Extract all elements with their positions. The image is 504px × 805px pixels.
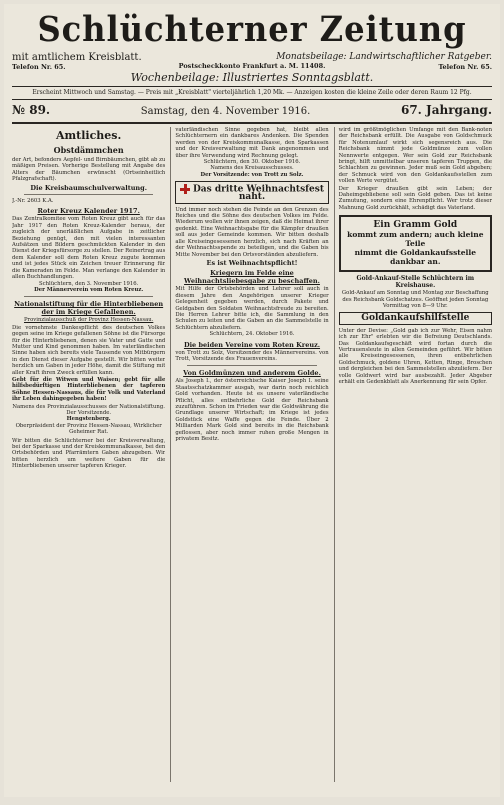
- goldmuenzen-heading: Von Goldmünzen und anderem Golde.: [183, 369, 321, 378]
- baumschul-sign: Die Kreisbaumschulverwaltung.: [30, 183, 147, 192]
- nationalstiftung-heading: Nationalstiftung für die Hinterbliebenen der im Kriege Gefallenen.: [14, 300, 164, 317]
- kriegsgabe-date: Schlüchtern, 24. Oktober 1916.: [209, 331, 295, 338]
- gold-ad-line1: Ein Gramm Gold: [373, 220, 458, 231]
- divider: [24, 296, 153, 297]
- column-1: [12, 127, 165, 782]
- telefon-right: Telefon Nr. 65.: [438, 63, 492, 71]
- amtliches-heading: Amtliches.: [55, 129, 122, 142]
- gold-ad-line3: nimmt die Goldankaufsstelle dankbar an.: [354, 248, 477, 267]
- newspaper-page: [4, 4, 500, 797]
- masthead-left: [12, 52, 142, 71]
- nationalstiftung-end: Wir bitten die Schlüchterner bei der Kreisverwaltung, bei der Sparkasse und der Kreiskommunalkasse, bei den Ortsbehörden und Pfarrämtern Gaben abzugeben. Wir bitten herzlich um weitere Gaben für die Hinterbliebenen unserer tapferen Krieger.: [12, 437, 166, 470]
- kriegsgabe-text: Mit Hilfe der Ortsbehörden und Lehrer soll auch in diesem Jahre den Angehörigen unserer Krieger Gelegenheit gegeben werden, durch Pakete und Geldgaben den Soldaten Weihnachtsfreude zu bereiten. Die Herren Lehrer bitte ich, die Sammlung in den Schulen zu leiten und die Gaben an die Sammelstelle in Schlüchtern abzuliefern.: [175, 286, 329, 331]
- rotkreuz-date: Schlüchtern, den 3. November 1916.: [39, 280, 139, 287]
- nationalstiftung-sign2: Der Vorsitzende.: [66, 410, 112, 416]
- mid-rule: [12, 99, 492, 100]
- issue-rule: [12, 122, 492, 124]
- top-rule: [12, 86, 492, 87]
- nationalstiftung-text: Die vornehmste Dankespflicht des deutschen Volkes gegen seine im Kriege gefallenen Söhne ist die Fürsorge für die Hinterbliebenen, denen sie Vater und Gatte und Mutter und Kind genommen haben. Im vaterländischen Sinne haben sich bereits viele Tausende von Mitbürgern in den Dienst dieser Aufgabe gestellt. Wir bitten weiter herzlich um Gaben in jeder Höhe, damit die Stiftung mit aller Kraft ihren Zweck erfüllen kann.: [12, 324, 166, 376]
- wochenbeilage-label: Wochenbeilage: Illustriertes Sonntagsblatt.: [130, 71, 374, 84]
- weihnachtsfest-heading: [175, 181, 328, 203]
- goldankaufshilfstelle-text: Unter der Devise: „Gold gab ich zur Wehr, Eisen nahm ich zur Ehr" erlebten wir die Befreiung Deutschlands. Das Goldankaufsgeschäft wird fortan durch die Vertrauensleute in allen Gemeinden geführt. Wir bitten alle Kreiseingesessenen, ihren entbehrlichen Goldschmuck, goldene Uhren, Ketten, Ringe, Broschen und dergleichen bei den Sammelstellen abzuliefern. Der volle Goldwert wird bar ausbezahlt. Jeder Abgeber erhält ein Gedenkblatt als Anerkennung für sein Opfer.: [338, 327, 492, 385]
- goldankauf-note-heading: Gold-Ankauf-Stelle Schlüchtern im Kreishause.: [356, 275, 475, 289]
- gold-ad-line2: kommt zum andern; auch kleine Teile: [347, 230, 484, 249]
- vereine-heading: Die beiden Vereine vom Roten Kreuz.: [183, 340, 321, 349]
- nationalstiftung-sign4: Oberpräsident der Provinz Hessen-Nassau, Wirklicher Geheimer Rat.: [15, 422, 162, 436]
- issue-date: Samstag, den 4. November 1916.: [140, 106, 311, 117]
- obstbaeumchen-text: der Art, befonders Aepfel- und Birnbäumchen, gibt ab zu mäßigen Preisen. Vorherige Bestellung mit Angabe des Alters der Bäumchen erwünscht (Ortseinheitlich Pfalzgrafschaft).: [12, 157, 166, 183]
- column-2: [170, 127, 328, 782]
- journal-number: J.-Nr. 2603 K.A.: [12, 198, 54, 205]
- goldankaufshilfstelle-heading: Goldankaufshilfstelle: [339, 312, 492, 324]
- telefon-left: Telefon Nr. 65.: [12, 63, 66, 71]
- gold-ad-box: [339, 215, 492, 272]
- nationalstiftung-sign: Namens des Provinzialausschusses der Nationalstiftung.: [12, 403, 165, 410]
- col3-gold-text: wird im größtmöglichen Umfange mit den Bank-noten der Reichsbank erfüllt. Die Ausgabe von Goldschmuck für Notenumlauf wirkt sich segensreich aus. Die Reichsbank nimmt jede Goldmünze zum vollen Nennwerte entgegen. Wer sein Gold zur Reichsbank bringt, hilft unmittelbar unseren tapferen Truppen, die Schlachten zu gewinnen. Jeder muß sein Gold abgeben; der Schmuck wird von den Goldankaufsstellen zum vollen Werte vergütet.: [338, 127, 492, 185]
- col2-intro-sign: Namens des Kreisausschusses.: [210, 165, 294, 172]
- nationalstiftung-sign3: Hengstenberg.: [66, 416, 111, 423]
- nationalstiftung-appeal: Gebt für die Witwen und Waisen; gebt für alle hilfsbedürftigen Hinterbliebenen der tapferen Söhne Hessen-Nassaus, die für Volk und Vaterland ihr Leben dahingegeben haben!: [12, 376, 166, 403]
- goldankauf-note: Gold-Ankauf am Sonntag und Montag zur Beschaffung des Reichsbank Goldschatzes. Geöffnet jeden Sonntag Vormittag von 8—9 Uhr.: [341, 290, 489, 309]
- divider: [24, 194, 153, 195]
- postscheck-line: Postscheckkonto Frankfurt a. M. 11408.: [178, 62, 326, 70]
- weihnachtsfest-title: Das dritte Weihnachtsfest naht.: [193, 184, 324, 203]
- rotkreuz-sign: Der Männerverein vom Roten Kreuz.: [34, 286, 144, 293]
- issue-year: 67. Jahrgang.: [400, 103, 492, 117]
- frequency-line: Erscheint Mittwoch und Samstag. — Preis mit „Kreisblatt" vierteljährlich 1,20 Mk. — Anzeigen kosten die kleine Zeile oder deren Raum 12 Pfg.: [32, 89, 472, 96]
- col2-intro-sign2: Der Vorsitzende: von Trott zu Solz.: [200, 171, 304, 178]
- kreisblatt-label: mit amtlichem Kreisblatt.: [12, 52, 142, 63]
- col2-intro-date: Schlüchtern, den 30. Oktober 1916.: [203, 159, 301, 166]
- weihnachtsfest-text: Und immer noch stehen die Feinde an den Grenzen des Reiches und die Söhne des deutschen Volkes im Felde. Wiederum wollen wir ihnen zeigen, daß die Heimat ihrer gedenkt. Eine Weihnachtsgabe für die Kämpfer draußen soll aus jeder Gemeinde kommen. Wir bitten deshalb alle Kreiseingesessenen herzlich, sich nach Kräften an der Weihnachtsspende zu beteiligen, und die Gaben bis Mitte November bei den Ortsvorständen abzuliefern.: [175, 206, 329, 258]
- monatsbeilage-label: Monatsbeilage: Landwirtschaftlicher Ratgeber.: [276, 52, 492, 62]
- issue-row: [12, 102, 492, 120]
- obstbaeumchen-heading: Obstdämmchen: [53, 145, 124, 155]
- red-cross-icon: [180, 184, 190, 194]
- col3-gold-text2: Der Krieger draußen gibt sein Leben; der Daheimgebliebene soll sein Gold geben. Das ist keine Zumutung, sondern eine Ehrenpflicht. Wer trotz dieser Mahnung Gold zurückhält, schädigt das Vaterland.: [338, 185, 492, 211]
- kriegsgabe-heading: Kriegern im Felde eine Weihnachtsliebesgabe zu beschaffen.: [184, 269, 320, 286]
- masthead-title: Schlüchterner Zeitung: [37, 9, 467, 50]
- vereine-text: von Trott zu Solz, Vorsitzender des Männervereins. von Trott, Vorsitzende des Frauenvereins.: [175, 349, 329, 362]
- col2-intro-text: vaterländischen Sinne gegeben hat, bleibt allen Schlüchternern ein dankbares Andenken. Die Spenden werden von der Kreiskommunalkasse, den Sparkassen und der Kreisverwaltung mit Dank angenommen und über ihre Verwendung wird Rechnung gelegt.: [175, 127, 329, 159]
- article-columns: [12, 127, 492, 782]
- rotkreuz-kalender-text: Das Zentralkomitee vom Roten Kreuz gibt auch für das Jahr 1917 den Roten Kreuz-Kalender heraus, der zugleich der unerläßlichen Aufgabe in zeitlicher Beziehung genügt, den mit vielen interessanten Aufsätzen und Bildern geschmückten Kalender in den Dienst der Kriegsfürsorge zu stellen. Der Reinertrag aus dem Kalender soll dem Roten Kreuz zugute kommen und ist jedes Stück ein Zeichen treuer Erinnerung für die Kameraden im Felde. Man verlange den Kalender in allen Buchhandlungen.: [12, 216, 166, 281]
- nationalstiftung-sub: Provinzialausschuß der Provinz Hessen-Nassau.: [23, 317, 154, 324]
- goldmuenzen-text: Als Joseph I., der österreichische Kaiser Joseph I. seine Staatsschatzkammer ausgab, war darin noch reichlich Gold vorhanden. Heute ist es unsere vaterländische Pflicht, alles entbehrliche Gold der Reichsbank zuzuführen. Schon im Frieden war die Goldwährung die Grundlage unserer Wirtschaft; im Kriege ist jedes Goldstück eine Waffe gegen die Feinde. Über 2 Milliarden Mark Gold sind bereits in die Reichsbank geflossen, aber noch immer ruhen große Mengen in privatem Besitz.: [175, 378, 329, 443]
- rotkreuz-kalender-heading: Roter Kreuz Kalender 1917.: [37, 207, 140, 216]
- weihnachtspflicht: Es ist Weihnachtspflicht!: [206, 258, 298, 267]
- column-3: [334, 127, 492, 782]
- divider: [187, 365, 316, 366]
- issue-number: № 89.: [12, 103, 51, 117]
